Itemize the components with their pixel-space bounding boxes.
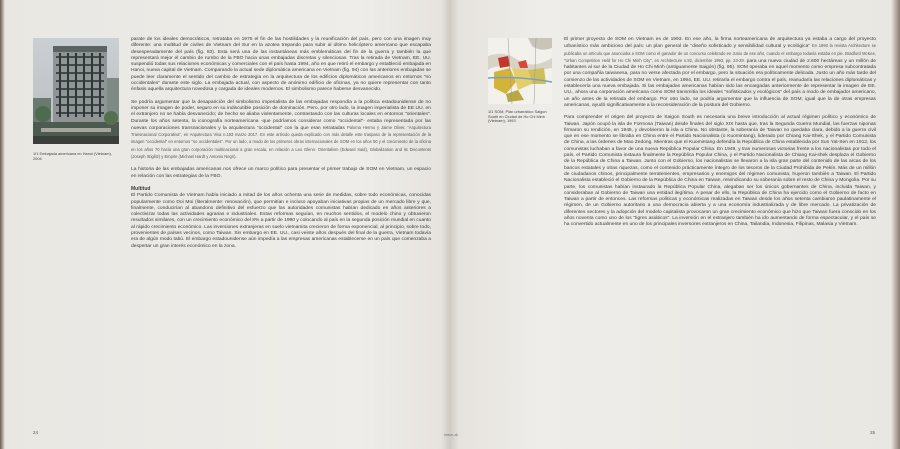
section-heading-multitud: Multitud bbox=[131, 185, 151, 192]
embassy-photo bbox=[33, 38, 119, 144]
left-text-column bbox=[131, 37, 431, 256]
embassy-photo-caption: 1/1 Embajada americana en Hanoi (Vietnam), 2004 bbox=[33, 151, 112, 161]
right-paragraph-2: Para comprender el origen del proyecto de Saigon South es necesaria una breve introducción al actual régimen político y económico de Taiwan. Japón ocupó la isla de Formosa (Taiwan) desde finales del siglo XIX hasta que, tras la Segunda Guerra Mundial, las fuerzas niponas firmaron su rendición, en 1945, y devolvieron la isla a China. No obstante, la soberanía de Taiwan no quedaba clara, debido a la guerra civil que en ese momento se libraba en China entre el Partido Nacionalista (o Kuomintang), liderado por Chiang Kai-Shek, y el Partido Comunista de China, a las órdenes de Mao Zedong. Mientras que el Kuomintang defendía la República de China establecida por Sun Yat-Sen en 1912, los comunistas luchaban a favor de una nueva República Popular China. En 1949, y tras numerosas victorias frente a los nacionalistas por todo el país, el Partido Comunista instaura finalmente la República Popular China, y el Partido Nacionalista de Chiang Kai-shek desplaza el Gobierno de la República de China a Taiwan. Junto con el Gobierno, los nacionalistas se llevaron a la isla gran parte del contenido de las arcas de los bancos estatales y otras riquezas, como el contenido prácticamente íntegro de los tesoros de la Ciudad Prohibida de Pekín. Más de un millón de ciudadanos chinos, principalmente terratenientes, empresarios y enemigos del régimen comunista, huyeron también a Taiwan. El Partido Nacionalista estableció el Gobierno de la República de China en Taiwan, reivindicando su soberanía sobre el resto de China y Mongolia. Por su parte, los comunistas habían instaurado la República Popular China, alegaban ser los únicos gobernantes de China, incluida Taiwan, y consideraban al Gobierno de Taiwan una entidad ilegítima. A pesar de ello, la República de China ha ejercido como el Gobierno de facto en Taiwan a partir de entonces. Las reformas políticas y económicas realizadas en Taiwan desde los años setenta cambiaron paulatinamente el régimen, de un Gobierno autoritario a una democracia abierta y a una economía industrializada y de libre mercado. La privatización de diferentes sectores y la adopción del modelo capitalista provocaron un gran crecimiento económico que hizo que Taiwan fuera conocido en los años noventa como uno de los "tigres asiáticos". La inversión en el extranjero también ha ido aumentando de forma espectacular, y el país se ha convertido actualmente en uno de los principales inversores extranjeros en China, Tailandia, Indonesia, Filipinas, Malasia y Vietnam. bbox=[564, 115, 876, 228]
right-paragraph-1-reference: En 1993 la revista Architecture se publicaba un artículo que anunciaba a SOM como el ganador de un concurso celebrado en Junio de ese año, cuando el embargo todavía estaba en pie. Bradford McKee, "Urban Competition Held for Ho Chi Minh City", en Architecture n.82, diciembre 1993, pp. 23-29. bbox=[564, 43, 877, 63]
saigon-south-map-caption: 1/1 SOM, Plan urbanístico Saigon South en Ciudad de Ho Chi Minh (Vietnam), 1993 bbox=[488, 109, 547, 124]
left-paragraph-4: El Partido Comunista de Vietnam había iniciado a mitad de los años ochenta una serie de medidas, sobre todo económicas, conocidas popularmente como Doi Moi (literalmente: renovación), que permitían e incluso apoyaban iniciativas propias de un mercado libre y que, finalmente, conducirían al abandono definitivo del esfuerzo que las autoridades comunistas habían dedicado en años anteriores a colectivizar todas las actividades agrarias e industriales. Estas reformas seguían, en muchos sentidos, el modelo chino y obtuvieron resultados similares, con un crecimiento económico del 8% a partir de 1990 y colocando al país en la segunda posición mundial en cuanto al rápido crecimiento económico. Las inversiones extranjeras en suelo vietnamita crecieron de forma exponencial, al principio, sobre todo, provenientes de países vecinos, como Taiwan. Sin embargo en EE. UU., casi veinte años después del final de la guerra, Vietnam todavía era de algún modo tabú. El embargo estadounidense aún impedía a las empresas americanas establecerse en un país que comenzaba a despertar un gran interés económico en la zona. bbox=[131, 193, 431, 249]
right-text-column bbox=[564, 37, 876, 235]
left-paragraph-2-reference: Paloma Hermo y Jaime Oliver, "Arquitectura Transnacional Corporativa", en Arquitectura Viva n.193 marzo 2017. En este artículo queda explicado con más detalle este traspaso de la representación de la imagen "occidental" en entornos "no occidentales". Por un lado, a modo de los primeros obras internacionales de SOM en los años 50 y el crecimiento de la oficina en los años 70 hacia una gran corporación multinacional a gran escala, en relación a Leo Glenn: Orientalism (Edward Said), Globalization and its Discontents (Joseph Stiglitz) y Empire (Michael Hardt y Antonio Negri). bbox=[131, 124, 431, 160]
right-page-number: 25 bbox=[870, 430, 876, 435]
gutter-label: trimas.sk bbox=[443, 432, 459, 437]
right-page bbox=[452, 0, 892, 449]
left-page-number: 24 bbox=[33, 430, 39, 435]
left-paragraph-3: La historia de las embajadas americanas nos ofrece un marco político para presentar el primer trabajo de SOM en Vietnam, un espacio en relación con las estrategias de la FBO. bbox=[131, 167, 431, 179]
left-page bbox=[8, 0, 448, 449]
left-paragraph-2-text: Se podría argumentar que la desaparición del simbolismo imperialista de las embajadas respondía a la política estadounidense de no imponer su imagen de poder, seguro en su indiscutible posición de dominación. Pero, por otro lado, la imagen imperialista de EE.UU. en el extranjero no se había desvanecido; de hecho se aliaba violentamente, contrastando con las culturas locales en entornos "orientales". Durante los años setenta, la iconografía norteamericana -que podríamos considerar como "occidental"- estaba representada por las nuevas corporaciones transnacionales y la arquitectura "occidental" con la que eran retratadas bbox=[131, 99, 431, 131]
left-paragraph-1: parate de los ideales democráticos, retrataba en 1975 el fin de las hostilidades y la reunificación del país, pero con una imagen muy diferente: una multitud de civiles de Vietnam del Sur en la azotea trepando para subir al último helicóptero americano que escapaba desesperadamente del país (fig. 83). Esta será una de las instantáneas más emblemáticas del fin de la guerra y también la que representará mejor el cambio de rumbo de la FBO hacia unas embajadas discretas y silenciosas. Tras la retirada de Vietnam, EE. UU. suspendió todas sus relaciones económicas y comerciales con el país hasta 1994, año en que retiró el embargo y estableció embajada en Hanoi, nueva capital de Vietnam. Comparando la actual sede diplomática americana en Vietnam (fig. 94) con las anteriores embajadas se puede leer claramente el sentido del cambio de estrategia en la arquitectura de los edificios diplomáticos americanos en entornos "no occidentales" durante este siglo. La embajada actual, con aspecto de anónimo edificio de oficinas, ya no quiere representar con tanto énfasis aquella arquitectura novedosa y cargada de ideales modernos. El simbolismo parece haberse desvanecido. bbox=[131, 37, 431, 93]
urban-plan-map-image bbox=[488, 38, 552, 104]
right-paragraph-1 bbox=[564, 37, 876, 109]
saigon-south-map bbox=[488, 38, 552, 104]
left-paragraph-2 bbox=[131, 100, 431, 162]
right-paragraph-1-continued: para una nueva ciudad de 2.600 hectáreas y un millón de habitantes al sur de la Ciudad de Ho Chi Minh (antiguamente Saigón) (fig. 95). SOM operaba en aquel momento como empresa subcontratada por una compañía taiwanesa, para no verse afectada por el embargo, pero la situación era políticamente delicada. Justo un año más tarde del comienzo de las actividades de SOM en Vietnam, en 1994, EE. UU. retiraría el embargo contra el país, reanudaría las relaciones diplomáticas y establecería una nueva embajada. Si las embajadas americanas habían sido las encargadas anteriormente de representar la imagen de EE. UU., ahora una corporación americana como SOM transmitía los ideales "sofisticados y ecológicos" del país a modo de embajador americano, un año antes de la retirada del embargo. Por otro lado, se podría argumentar que la influencia de SOM, igual que la de otras empresas americanas, ayudó significativamente a la reconsideración de la postura del Gobierno. bbox=[564, 58, 876, 108]
right-paragraph-1-text: El primer proyecto de SOM en Vietnam es de 1993. En ese año, la firma norteamericana de arquitectura ya estaba a cargo del proyecto urbanístico más ambicioso del país: un plan general de "diseño sofisticado y sensibilidad cultural y ecológica" bbox=[564, 37, 876, 50]
embassy-building-image bbox=[33, 38, 119, 144]
